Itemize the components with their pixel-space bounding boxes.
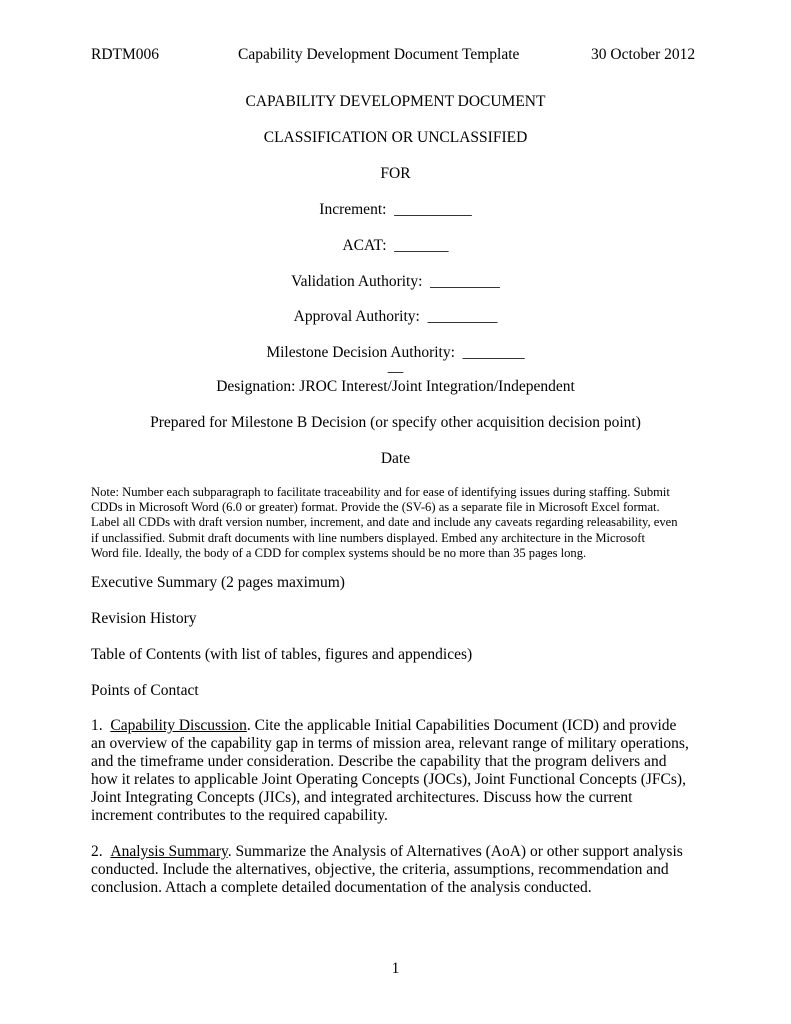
section-revision-history: Revision History	[91, 610, 197, 627]
paragraph-1-line: an overview of the capability gap in terms of mission area, relevant range of military operations,	[91, 735, 689, 752]
note-line: if unclassified. Submit draft documents with line numbers displayed. Embed any architecture in the Microsoft	[91, 530, 645, 545]
paragraph-1-line: Joint Integrating Concepts (JICs), and integrated architectures. Discuss how the current	[91, 789, 633, 806]
paragraph-2-first-line	[91, 843, 683, 861]
section-points-of-contact: Points of Contact	[91, 682, 199, 699]
cover-for: FOR	[380, 165, 411, 182]
paragraph-1-first-line	[91, 717, 676, 735]
field-blank: _______	[394, 237, 449, 254]
field-label: Increment:	[319, 201, 387, 218]
page-number: 1	[391, 960, 400, 977]
note-line: Note: Number each subparagraph to facilitate traceability and for ease of identifying issues during staffing. Submit	[91, 485, 670, 499]
paragraph-1-line: how it relates to applicable Joint Operating Concepts (JOCs), Joint Functional Concepts (JFCs),	[91, 771, 686, 788]
paragraph-number: 2.	[91, 843, 103, 860]
cover-classification: CLASSIFICATION OR UNCLASSIFIED	[263, 129, 528, 146]
paragraph-text: . Summarize the Analysis of Alternatives (AoA) or other support analysis	[227, 843, 683, 860]
paragraph-number: 1.	[91, 717, 103, 734]
field-increment	[0, 201, 791, 219]
header-doc-id: RDTM006	[91, 46, 160, 63]
field-validation-authority	[0, 273, 791, 291]
paragraph-heading: Capability Discussion	[110, 717, 247, 734]
field-blank: _________	[427, 308, 498, 325]
field-blank: _________	[430, 273, 500, 290]
section-executive-summary: Executive Summary (2 pages maximum)	[91, 574, 345, 591]
field-label: Milestone Decision Authority:	[266, 344, 455, 361]
field-approval-authority	[0, 308, 791, 326]
header-title: Capability Development Document Template	[238, 46, 520, 63]
cover-date: Date	[380, 450, 411, 467]
paragraph-2-line: conclusion. Attach a complete detailed documentation of the analysis conducted.	[91, 879, 592, 896]
paragraph-2-line: conducted. Include the alternatives, objective, the criteria, assumptions, recommendation and	[91, 861, 669, 878]
paragraph-heading: Analysis Summary	[110, 843, 228, 860]
milestone-overflow-blank: __	[387, 358, 404, 375]
field-label: ACAT:	[342, 237, 387, 254]
field-label: Validation Authority:	[291, 273, 423, 290]
field-label: Approval Authority:	[293, 308, 420, 325]
note-block	[91, 485, 711, 561]
note-line: CDDs in Microsoft Word (6.0 or greater) format. Provide the (SV-6) as a separate file in Microsoft Excel format.	[91, 500, 660, 515]
prepared-for: Prepared for Milestone B Decision (or specify other acquisition decision point)	[150, 414, 641, 431]
note-line: Label all CDDs with draft version number, increment, and date and include any caveats regarding releasability, even	[91, 515, 678, 530]
section-table-of-contents: Table of Contents (with list of tables, figures and appendices)	[91, 646, 473, 663]
field-blank: __________	[394, 201, 472, 218]
header-date: 30 October 2012	[591, 46, 696, 63]
designation: Designation: JROC Interest/Joint Integration/Independent	[216, 378, 575, 395]
paragraph-1-line: increment contributes to the required capability.	[91, 807, 388, 824]
paragraph-text: . Cite the applicable Initial Capabilities Document (ICD) and provide	[246, 717, 677, 734]
cover-title: CAPABILITY DEVELOPMENT DOCUMENT	[245, 93, 546, 110]
field-acat	[0, 237, 791, 255]
paragraph-1-line: and the timeframe under consideration. Describe the capability that the program delivers and	[91, 753, 667, 770]
note-line: Word file. Ideally, the body of a CDD for complex systems should be no more than 35 pages long.	[91, 545, 587, 560]
field-blank: ________	[462, 344, 525, 361]
